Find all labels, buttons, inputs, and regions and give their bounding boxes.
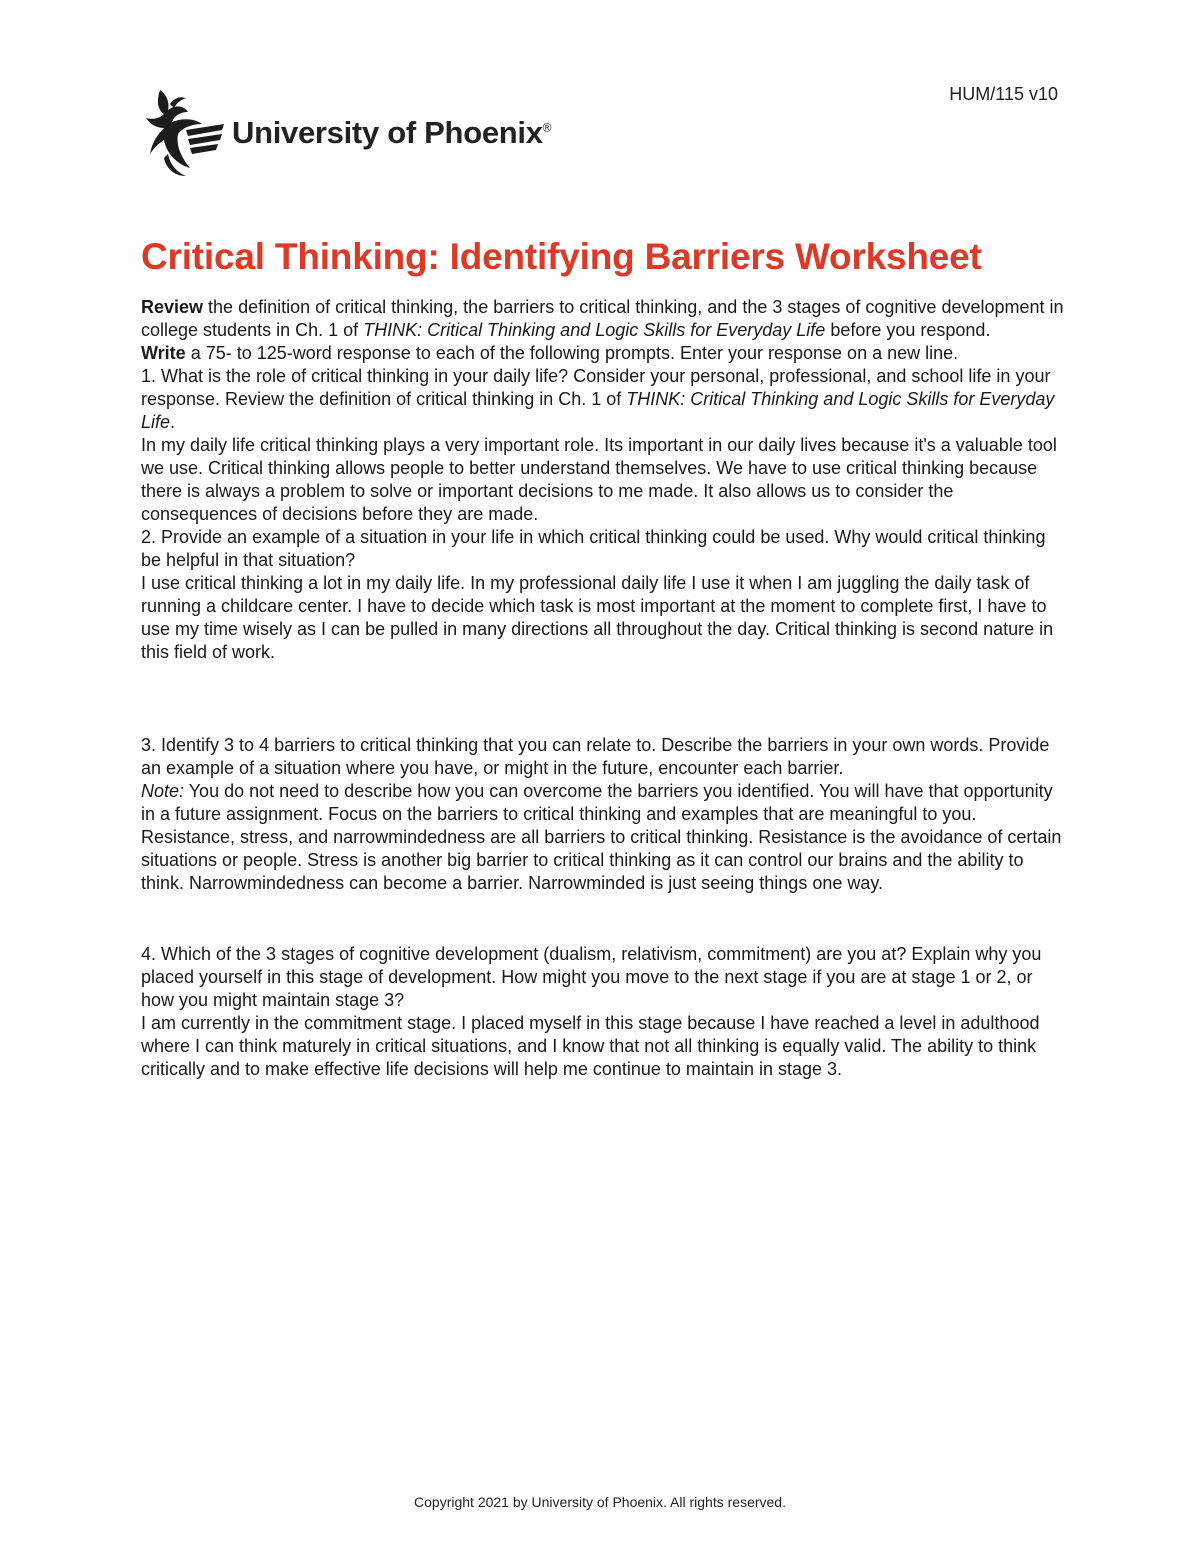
note-label: Note:: [141, 781, 185, 801]
q1-prompt-text: 1. What is the role of critical thinking in your daily life? Consider your personal, professional, and school life in your response. Review the definition of critical thinking in Ch. 1 of: [141, 366, 1051, 409]
question-3-answer: Resistance, stress, and narrowmindedness are all barriers to critical thinking. Resistance is the avoidance of certain situations or people. Stress is another big barrier to critical thinking as it can control our brains and the ability to think. Narrowmindedness can become a barrier. Narrowminded is just seeing things one way.: [141, 827, 1062, 893]
question-3-prompt: 3. Identify 3 to 4 barriers to critical thinking that you can relate to. Describe the barriers in your own words. Provide an example of a situation where you have, or might in the future, encounter each barrier.: [141, 735, 1050, 778]
question-4-prompt: 4. Which of the 3 stages of cognitive development (dualism, relativism, commitment) are you at? Explain why you placed yourself in this stage of development. How might you move to the next stage if you are at stage 1 or 2, or how you might maintain stage 3?: [141, 944, 1042, 1010]
write-text: a 75- to 125-word response to each of the following prompts. Enter your response on a new line.: [185, 343, 959, 363]
phoenix-bird-icon: [140, 84, 226, 178]
q1-book-title: THINK: Critical Thinking and Logic Skills for Everyday Life: [141, 389, 1055, 432]
question-2-prompt: 2. Provide an example of a situation in your life in which critical thinking could be used. Why would critical thinking be helpful in that situation?: [141, 527, 1046, 570]
review-label: Review: [141, 297, 204, 317]
write-label: Write: [141, 343, 186, 363]
logo-wordmark: [232, 115, 551, 151]
q1-prompt-end: .: [170, 412, 176, 432]
question-1-prompt: [141, 365, 1066, 434]
copyright-footer: Copyright 2021 by University of Phoenix. All rights reserved.: [414, 1494, 786, 1510]
university-logo: [140, 84, 551, 178]
review-text-1: the definition of critical thinking, the barriers to critical thinking, and the 3 stages of cognitive development in college students in Ch. 1 of: [141, 297, 1064, 340]
worksheet-body: [141, 296, 1066, 1081]
question-4-answer: I am currently in the commitment stage. I placed myself in this stage because I have reached a level in adulthood where I can think maturely in critical situations, and I know that not all thinking is equally valid. The ability to think critically and to make effective life decisions will help me continue to maintain in stage 3.: [141, 1013, 1040, 1079]
review-book-title: THINK: Critical Thinking and Logic Skills for Everyday Life: [363, 320, 826, 340]
question-3-note: [141, 780, 1066, 826]
review-text-2: before you respond.: [825, 320, 991, 340]
question-2-answer: I use critical thinking a lot in my daily life. In my professional daily life I use it when I am juggling the daily task of running a childcare center. I have to decide which task is most important at the moment to complete first, I have to use my time wisely as I can be pulled in many directions all throughout the day. Critical thinking is second nature in this field of work.: [141, 573, 1054, 662]
logo-text: University of Phoenix: [232, 115, 543, 150]
course-code: HUM/115 v10: [949, 84, 1058, 104]
review-instructions: [141, 296, 1066, 342]
page-title: Critical Thinking: Identifying Barriers Worksheet: [141, 236, 982, 277]
write-instructions: [141, 342, 1066, 365]
note-text: You do not need to describe how you can overcome the barriers you identified. You will have that opportunity in a future assignment. Focus on the barriers to critical thinking and examples that are meaningful to you.: [141, 781, 1053, 824]
registered-mark: ®: [542, 120, 552, 135]
question-1-answer: In my daily life critical thinking plays a very important role. Its important in our daily lives because it's a valuable tool we use. Critical thinking allows people to better understand themselves. We have to use critical thinking because there is always a problem to solve or important decisions to me made. It also allows us to consider the consequences of decisions before they are made.: [141, 435, 1057, 524]
